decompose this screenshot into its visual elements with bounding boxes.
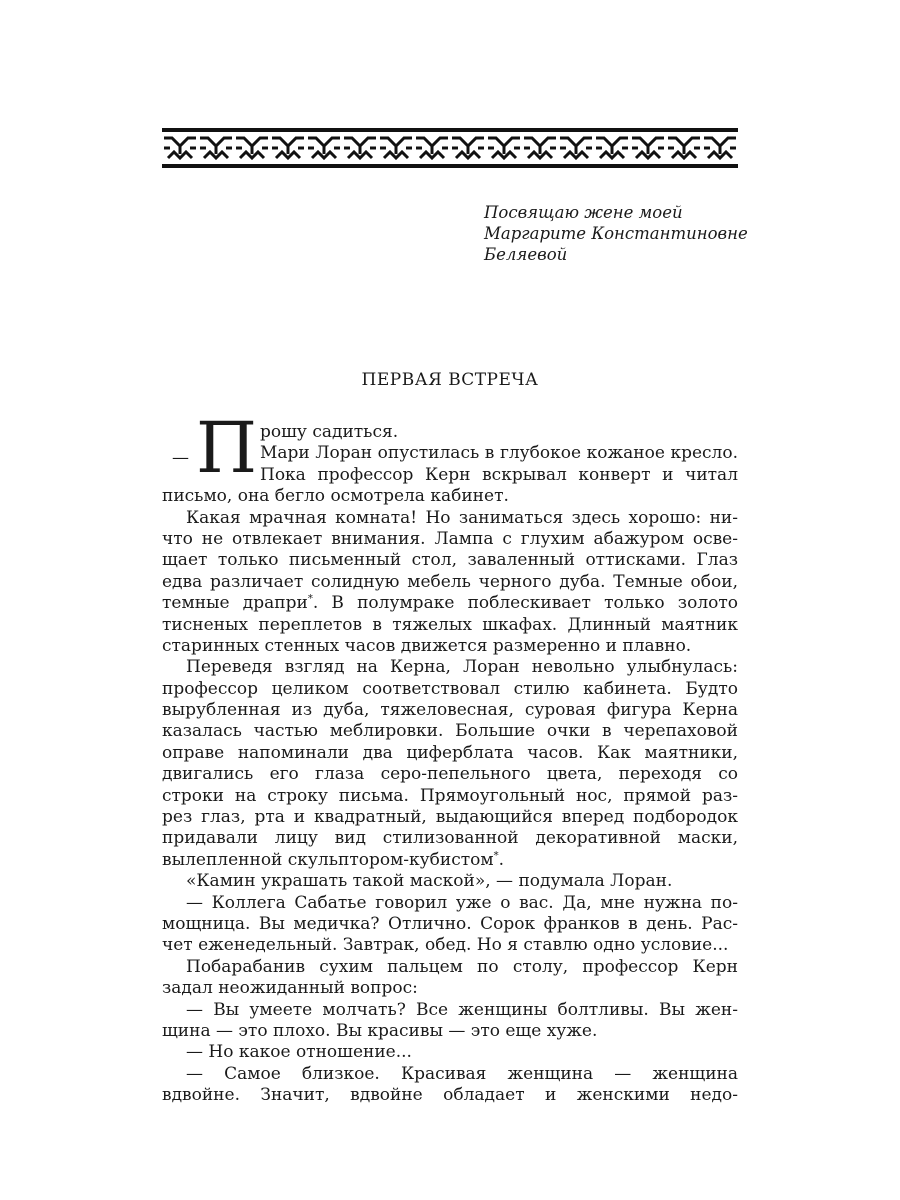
text-line: вырубленная из дуба, тяжеловесная, суровая фигура Керна (162, 700, 738, 721)
dedication-line-2: Маргарите Константиновне (484, 224, 748, 243)
text-segment: темные драпри (162, 593, 308, 614)
text-segment: вылепленной скульптором-кубистом (162, 849, 494, 870)
footnote-mark: * (307, 593, 313, 605)
ornament-icon (162, 132, 738, 164)
drop-cap: П (196, 407, 258, 489)
text-line: щает только письменный стол, заваленный оттисками. Глаз (162, 550, 738, 571)
drop-cap-block (162, 407, 738, 489)
text-line: Мари Лоран опустилась в глубокое кожаное кресло. (260, 443, 738, 464)
footnote-mark: * (493, 850, 499, 862)
text-line: едва различает солидную мебель черного дуба. Темные обои, (162, 571, 738, 592)
chevron-band-ornament (162, 128, 738, 168)
text-line: старинных стенных часов движется размеренно и плавно. (162, 635, 692, 656)
text-line: Какая мрачная комната! Но заниматься здесь хорошо: ни- (186, 507, 738, 528)
text-line: что не отвлекает внимания. Лампа с глухим абажуром осве- (162, 528, 738, 549)
text-line: мощница. Вы медичка? Отлично. Сорок франков в день. Рас- (162, 913, 738, 934)
dedication (484, 202, 774, 265)
text-line: рез глаз, рта и квадратный, выдающийся вперед подбородок (162, 807, 738, 828)
text-segment: . (498, 849, 505, 870)
text-line: чет еженедельный. Завтрак, обед. Но я ставлю одно условие... (162, 935, 729, 956)
chapter-text (162, 407, 738, 1107)
text-line: — Вы умеете молчать? Все женщины болтливы. Вы жен- (186, 999, 738, 1020)
text-line: Переведя взгляд на Керна, Лоран невольно улыбнулась: (186, 657, 738, 678)
text-line: оправе напоминали два циферблата часов. Как маятники, (162, 742, 738, 763)
text-line: рошу садиться. (260, 422, 399, 442)
text-line: строки на строку письма. Прямоугольный нос, прямой раз- (162, 785, 738, 806)
text-line: тисненых переплетов в тяжелых шкафах. Длинный маятник (162, 614, 738, 635)
text-line: — Но какое отношение... (186, 1042, 412, 1063)
dialogue-dash: — (172, 448, 189, 468)
dedication-line-1: Посвящаю жене моей (484, 203, 683, 222)
text-line (162, 593, 738, 614)
text-line (162, 850, 738, 871)
text-line: двигались его глаза серо-пепельного цвета, переходя со (162, 764, 738, 785)
text-line: казалась частью меблировки. Большие очки в черепаховой (162, 721, 738, 742)
text-line: профессор целиком соответствовал стилю кабинета. Будто (162, 678, 738, 699)
text-line: вдвойне. Значит, вдвойне обладает и женскими недо- (162, 1085, 738, 1106)
text-line: Побарабанив сухим пальцем по столу, профессор Керн (186, 956, 738, 977)
chapter-title: ПЕРВАЯ ВСТРЕЧА (361, 370, 539, 390)
text-line: «Камин украшать такой маской», — подумала Лоран. (186, 871, 673, 892)
text-line: задал неожиданный вопрос: (162, 978, 418, 999)
text-line: щина — это плохо. Вы красивы — это еще хуже. (162, 1020, 598, 1041)
text-line: придавали лицу вид стилизованной декоративной маски, (162, 828, 738, 849)
text-line: Пока профессор Керн вскрывал конверт и читал (260, 464, 738, 485)
text-segment: . В полумраке поблескивает только золото (312, 593, 738, 614)
dedication-line-3: Беляевой (484, 245, 568, 264)
text-line: — Самое близкое. Красивая женщина — женщина (186, 1063, 738, 1084)
text-line: письмо, она бегло осмотрела кабинет. (162, 486, 509, 507)
text-line: — Коллега Сабатье говорил уже о вас. Да, мне нужна по- (186, 892, 738, 913)
